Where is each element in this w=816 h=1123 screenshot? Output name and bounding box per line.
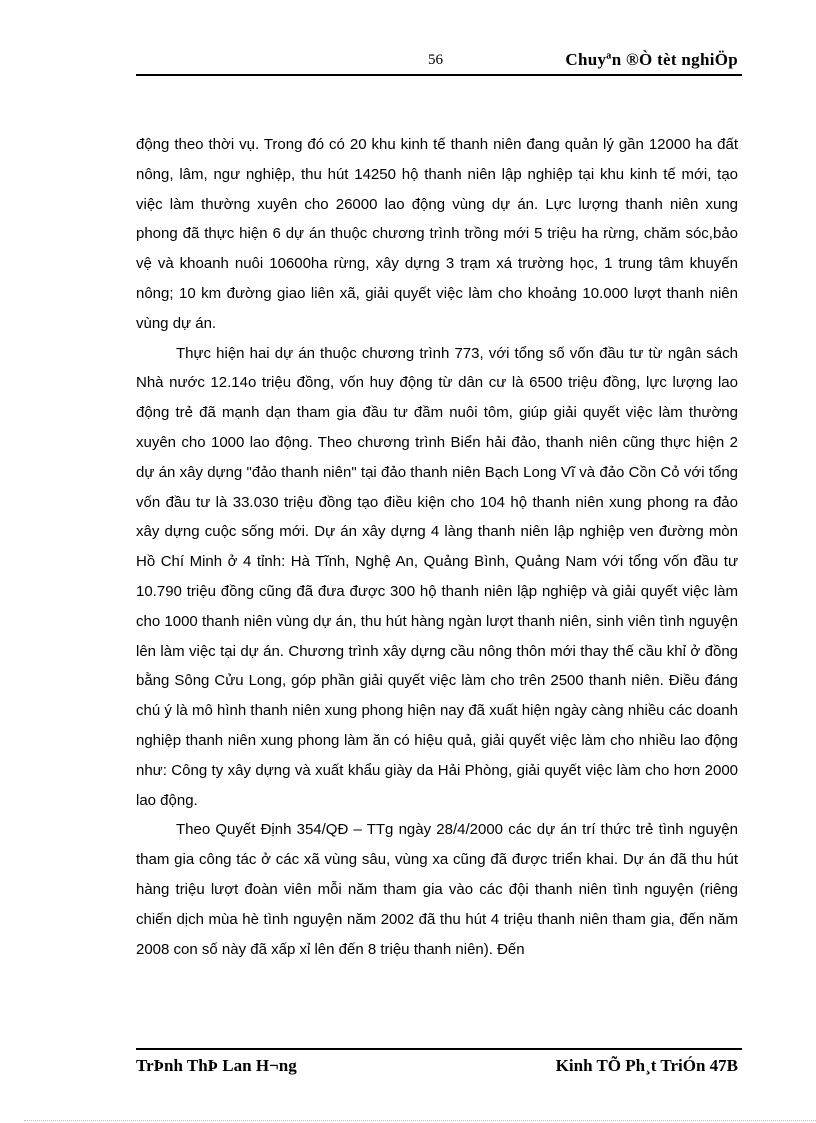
- paragraph: Thực hiện hai dự án thuộc chương trình 773, với tổng số vốn đầu tư từ ngân sách Nhà nước 12.14o triệu đồng, vốn huy động từ dân cư là 6500 triệu đồng, lực lượng lao động trẻ đã mạnh dạn tham gia đầu tư đầm nuôi tôm, giúp giải quyết việc làm thường xuyên cho 1000 lao động. Theo chương trình Biển hải đảo, thanh niên cũng thực hiện 2 dự án xây dựng "đảo thanh niên" tại đảo thanh niên Bạch Long Vĩ và đảo Cồn Cỏ với tổng vốn đầu tư là 33.030 triệu đồng tạo điều kiện cho 104 hộ thanh niên xung phong ra đảo xây dựng cuộc sống mới. Dự án xây dựng 4 làng thanh niên lập nghiệp ven đường mòn Hồ Chí Minh ở 4 tỉnh: Hà Tĩnh, Nghệ An, Quảng Bình, Quảng Nam với tổng vốn đầu tư 10.790 triệu đồng cũng đã đưa được 300 hộ thanh niên lập nghiệp và giải quyết việc làm cho 1000 thanh niên vùng dự án, thu hút hàng ngàn lượt thanh niên, sinh viên tình nguyện lên làm việc tại dự án. Chương trình xây dựng cầu nông thôn mới thay thế cầu khỉ ở đồng bằng Sông Cửu Long, góp phần giải quyết việc làm cho trên 2500 thanh niên. Điều đáng chú ý là mô hình thanh niên xung phong hiện nay đã xuất hiện ngày càng nhiều các doanh nghiệp thanh niên xung phong làm ăn có hiệu quả, giải quyết việc làm cho nhiều lao động như: Công ty xây dựng và xuất khẩu giày da Hải Phòng, giải quyết việc làm cho hơn 2000 lao động.: [136, 344, 738, 809]
- header-title: Chuyªn ®Ò tèt nghiÖp: [565, 50, 738, 69]
- paragraph: Theo Quyết Định 354/QĐ – TTg ngày 28/4/2000 các dự án trí thức trẻ tình nguyện tham gia công tác ở các xã vùng sâu, vùng xa cũng đã được triển khai. Dự án đã thu hút hàng triệu lượt đoàn viên mỗi năm tham gia vào các đội thanh niên tình nguyện (riêng chiến dịch mùa hè tình nguyện năm 2002 đã thu hút 4 triệu thanh niên tham gia, đến năm 2008 con số này đã xấp xỉ lên đến 8 triệu thanh niên). Đến: [136, 821, 738, 958]
- page-number: 56: [428, 52, 443, 68]
- footer-author: TrÞnh ThÞ Lan H¬ng: [136, 1056, 297, 1075]
- paragraph-continuation: động theo thời vụ. Trong đó có 20 khu kinh tế thanh niên đang quản lý gần 12000 ha đất nông, lâm, ngư nghiệp, thu hút 14250 hộ thanh niên lập nghiệp tại khu kinh tế mới, tạo việc làm thường xuyên cho 26000 lao động vùng dự án. Lực lượng thanh niên xung phong đã thực hiện 6 dự án thuộc chương trình trồng mới 5 triệu ha rừng, chăm sóc,bảo vệ và khoanh nuôi 10600ha rừng, xây dựng 3 trạm xá trường học, 1 trung tâm khuyến nông; 10 km đường giao liên xã, giải quyết việc làm cho khoảng 10.000 lượt thanh niên vùng dự án.: [136, 136, 738, 332]
- footer-class: Kinh TÕ Ph¸t TriÓn 47B: [555, 1056, 738, 1075]
- page-header: [136, 46, 742, 76]
- page-edge-divider: [24, 1120, 816, 1121]
- body-text: [136, 130, 738, 964]
- page-footer: [136, 1048, 742, 1082]
